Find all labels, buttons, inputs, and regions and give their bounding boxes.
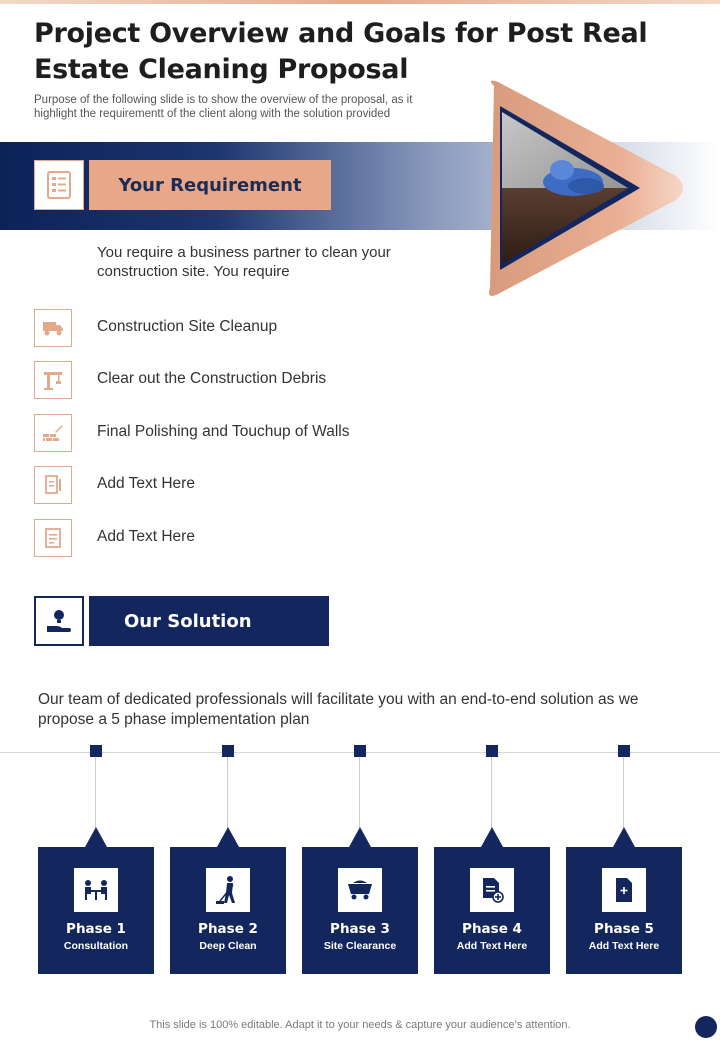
page-subtitle: Purpose of the following slide is to show the overview of the proposal, as it highlight the requirementt of the client along with the solution provided <box>34 94 413 120</box>
requirement-item <box>34 466 454 504</box>
cart-icon <box>338 868 382 912</box>
phase-desc: Site Clearance <box>323 940 397 952</box>
timeline-marker <box>90 745 102 757</box>
timeline-marker <box>222 745 234 757</box>
requirement-header <box>89 160 331 210</box>
solution-label: Our Solution <box>124 610 252 632</box>
timeline-marker <box>354 745 366 757</box>
timeline-connector <box>491 757 492 831</box>
solution-text: Our team of dedicated professionals will facilitate you with an end-to-end solution as we propose a 5 phase implementation plan <box>38 691 639 728</box>
phase-name: Phase 2 <box>198 921 258 937</box>
timeline-connector <box>359 757 360 831</box>
phase-card <box>170 847 286 974</box>
phase-card <box>38 847 154 974</box>
requirement-item-text: Add Text Here <box>97 528 195 545</box>
requirement-item-text: Clear out the Construction Debris <box>97 370 327 387</box>
phase-1 <box>38 745 154 975</box>
document-add-icon <box>470 868 514 912</box>
requirement-icon-box <box>34 160 84 210</box>
phase-5 <box>566 745 682 975</box>
hand-idea-icon <box>44 606 74 636</box>
footer-note: This slide is 100% editable. Adapt it to your needs & capture your audience’s attention. <box>149 1019 571 1031</box>
requirement-item-text: Final Polishing and Touchup of Walls <box>97 423 350 440</box>
requirement-item <box>34 519 454 557</box>
requirement-item-text: Construction Site Cleanup <box>97 318 278 335</box>
checklist-icon <box>45 170 73 200</box>
phase-desc: Add Text Here <box>456 940 528 952</box>
solution-header <box>89 596 329 646</box>
notepad-icon <box>34 519 72 557</box>
requirement-label: Your Requirement <box>118 174 302 196</box>
phase-4 <box>434 745 550 975</box>
card-pointer <box>217 827 239 847</box>
timeline-connector <box>227 757 228 831</box>
requirement-item <box>34 309 454 347</box>
phase-card <box>566 847 682 974</box>
requirement-item-text: Add Text Here <box>97 475 195 492</box>
phase-desc: Consultation <box>63 940 129 952</box>
file-plus-icon <box>602 868 646 912</box>
mopping-icon <box>206 868 250 912</box>
document-icon <box>34 466 72 504</box>
requirement-item <box>34 361 454 399</box>
solution-icon-box <box>34 596 84 646</box>
page-indicator <box>695 1016 717 1038</box>
card-pointer <box>85 827 107 847</box>
wall-brush-icon <box>34 414 72 452</box>
phase-name: Phase 4 <box>462 921 522 937</box>
phase-desc: Deep Clean <box>199 940 257 952</box>
phase-card <box>434 847 550 974</box>
requirement-intro: You require a business partner to clean your construction site. You require <box>97 244 391 280</box>
top-accent-rule <box>0 0 720 4</box>
timeline-marker <box>486 745 498 757</box>
phase-name: Phase 5 <box>594 921 654 937</box>
card-pointer <box>349 827 371 847</box>
phase-3 <box>302 745 418 975</box>
phase-card <box>302 847 418 974</box>
phase-2 <box>170 745 286 975</box>
phase-name: Phase 3 <box>330 921 390 937</box>
card-pointer <box>613 827 635 847</box>
crane-icon <box>34 361 72 399</box>
timeline-connector <box>623 757 624 831</box>
truck-icon <box>34 309 72 347</box>
page-title: Project Overview and Goals for Post Real Estate Cleaning Proposal <box>34 18 648 85</box>
phase-desc: Add Text Here <box>588 940 660 952</box>
requirement-item <box>34 414 454 452</box>
timeline-marker <box>618 745 630 757</box>
phase-name: Phase 1 <box>66 921 126 937</box>
meeting-icon <box>74 868 118 912</box>
card-pointer <box>481 827 503 847</box>
timeline-connector <box>95 757 96 831</box>
cleaning-photo <box>478 70 688 310</box>
